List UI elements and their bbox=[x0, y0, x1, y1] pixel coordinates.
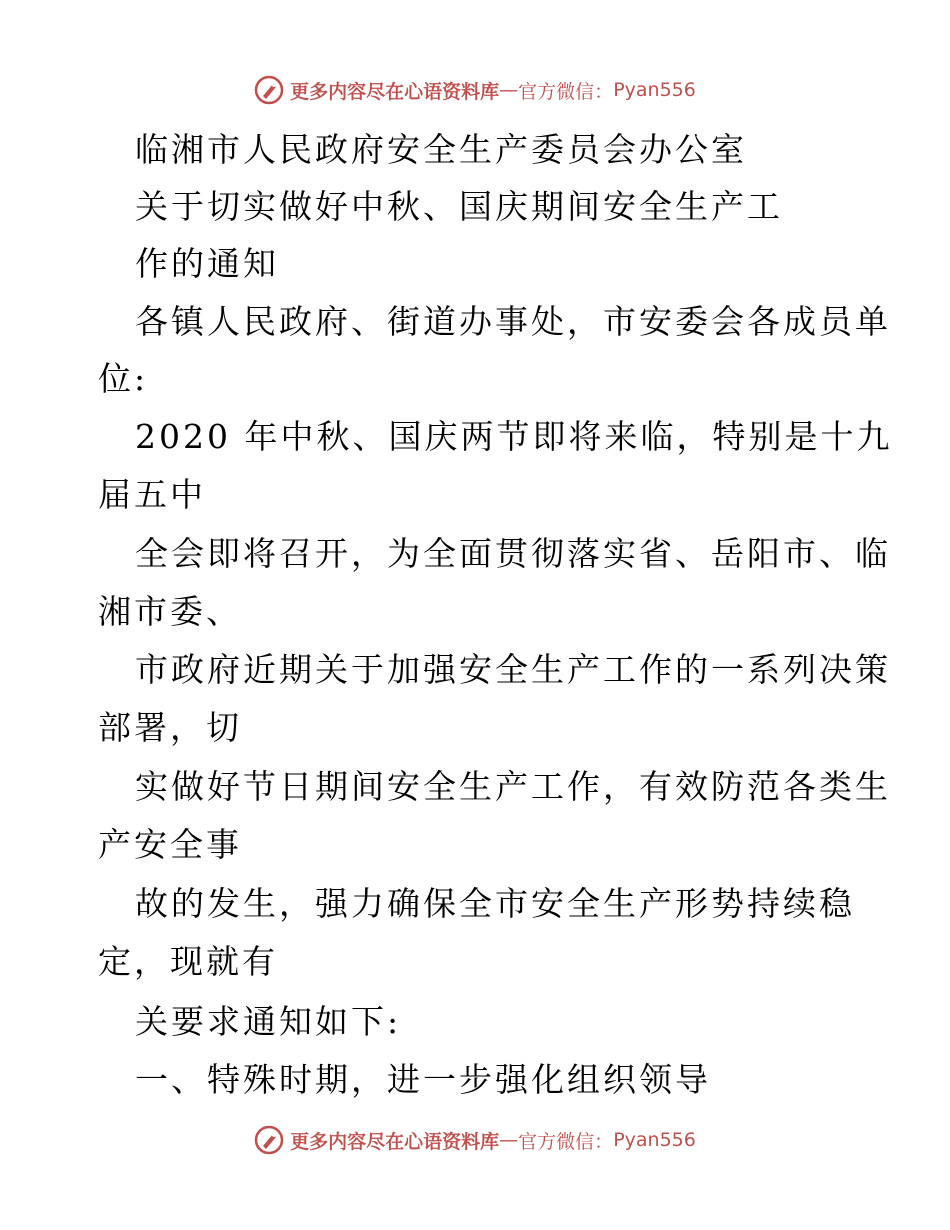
watermark-account-id: Pyan556 bbox=[613, 1129, 696, 1151]
doc-salutation-line-1: 各镇人民政府、街道办事处，市安委会各成员单 bbox=[135, 302, 891, 341]
header-watermark bbox=[0, 70, 950, 110]
pen-nib-seal-icon bbox=[254, 75, 284, 105]
doc-paragraph-line: 市政府近期关于加强安全生产工作的一系列决策 bbox=[135, 650, 891, 689]
doc-paragraph-line: 定，现就有 bbox=[98, 942, 278, 981]
doc-paragraph-line: 故的发生，强力确保全市安全生产形势持续稳 bbox=[135, 884, 855, 923]
pen-nib-seal-icon bbox=[254, 1125, 284, 1155]
watermark-separator: — bbox=[499, 1129, 519, 1151]
doc-paragraph-line: 湘市委、 bbox=[98, 592, 242, 631]
watermark-main-text: 更多内容尽在心语资料库 bbox=[290, 80, 500, 103]
footer-watermark bbox=[0, 1120, 950, 1160]
watermark-separator: — bbox=[499, 79, 519, 101]
doc-title-line-1: 临湘市人民政府安全生产委员会办公室 bbox=[135, 130, 747, 169]
doc-salutation-line-2: 位: bbox=[98, 359, 149, 398]
doc-paragraph-line: 2020 年中秋、国庆两节即将来临，特别是十九 bbox=[135, 417, 893, 456]
doc-paragraph-line: 全会即将召开，为全面贯彻落实省、岳阳市、临 bbox=[135, 534, 891, 573]
watermark-account-id: Pyan556 bbox=[613, 79, 696, 101]
doc-paragraph-line: 届五中 bbox=[98, 475, 206, 514]
doc-title-line-3: 作的通知 bbox=[135, 244, 279, 283]
watermark-account-label: 官方微信： bbox=[518, 1130, 614, 1153]
doc-paragraph-line: 部署，切 bbox=[98, 708, 242, 747]
doc-paragraph-line: 关要求通知如下: bbox=[135, 1002, 402, 1041]
watermark-main-text: 更多内容尽在心语资料库 bbox=[290, 1130, 500, 1153]
doc-paragraph-line: 产安全事 bbox=[98, 825, 242, 864]
doc-section-heading: 一、特殊时期，进一步强化组织领导 bbox=[135, 1060, 711, 1099]
doc-title-line-2: 关于切实做好中秋、国庆期间安全生产工 bbox=[135, 187, 783, 226]
doc-paragraph-line: 实做好节日期间安全生产工作，有效防范各类生 bbox=[135, 767, 891, 806]
watermark-account-label: 官方微信： bbox=[518, 80, 614, 103]
